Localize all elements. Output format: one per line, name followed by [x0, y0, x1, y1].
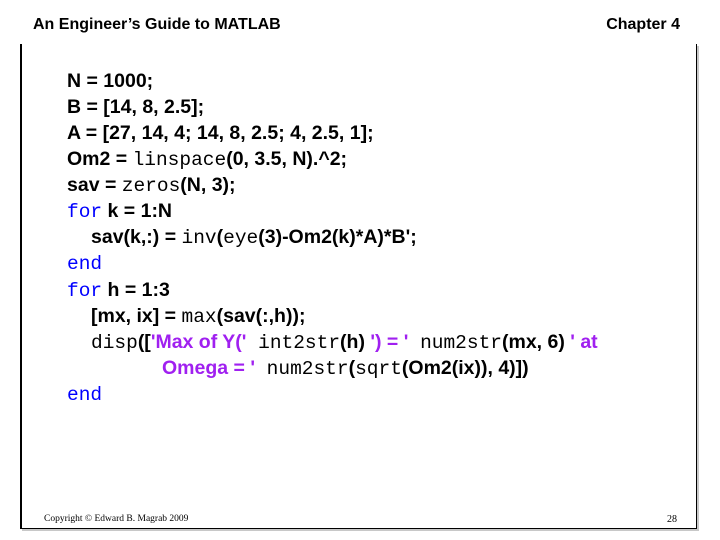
code-text: ([	[137, 331, 151, 353]
code-line-10	[91, 303, 305, 330]
string-literal: ' at	[570, 331, 598, 353]
string-literal: ') = '	[370, 331, 409, 353]
code-text: h = 1:3	[102, 279, 170, 301]
page-number: 28	[667, 514, 677, 525]
chapter-label: Chapter 4	[606, 16, 680, 33]
code-text: (sav(:,h));	[216, 305, 306, 327]
code-text: (h)	[340, 331, 371, 353]
code-text: (3)-Om2(k)*A)*B';	[258, 226, 417, 248]
code-line-2: B = [14, 8, 2.5];	[67, 96, 205, 118]
function-zeros: zeros	[121, 175, 181, 197]
code-text: Om2 =	[67, 148, 133, 170]
code-line-6	[67, 198, 172, 225]
code-text: (0, 3.5, N).^2;	[226, 148, 348, 170]
keyword-end: end	[67, 253, 103, 275]
code-text: [mx, ix] =	[91, 305, 182, 327]
code-text: sav(k,:) =	[91, 226, 182, 248]
code-text: (mx, 6)	[502, 331, 571, 353]
keyword-for: for	[67, 201, 103, 223]
function-sqrt: sqrt	[355, 358, 402, 380]
function-linspace: linspace	[132, 149, 227, 171]
code-text: (	[216, 226, 224, 248]
code-line-1: N = 1000;	[67, 70, 154, 92]
code-text: k = 1:N	[102, 200, 173, 222]
function-max: max	[181, 306, 217, 328]
code-text: (Om2(ix)), 4)])	[401, 357, 529, 379]
code-line-11	[91, 329, 598, 356]
string-literal: Omega = '	[162, 357, 255, 379]
function-disp: disp	[91, 332, 138, 354]
code-line-3: A = [27, 14, 4; 14, 8, 2.5; 4, 2.5, 1];	[67, 122, 374, 144]
copyright-notice: Copyright © Edward B. Magrab 2009	[44, 514, 189, 524]
keyword-for: for	[67, 280, 103, 302]
code-line-9	[67, 277, 170, 304]
document-title: An Engineer’s Guide to MATLAB	[33, 16, 281, 33]
code-line-4	[67, 146, 347, 173]
function-inv: inv	[181, 227, 217, 249]
function-eye: eye	[223, 227, 259, 249]
code-text: (N, 3);	[180, 174, 236, 196]
code-text: (	[348, 357, 356, 379]
code-line-7	[91, 224, 417, 251]
code-line-12	[162, 355, 529, 382]
function-num2str: num2str	[408, 332, 502, 354]
code-line-5	[67, 172, 236, 199]
keyword-end: end	[67, 384, 103, 406]
code-text: sav =	[67, 174, 122, 196]
function-int2str: int2str	[246, 332, 341, 354]
function-num2str: num2str	[254, 358, 349, 380]
string-literal: 'Max of Y('	[150, 331, 247, 353]
